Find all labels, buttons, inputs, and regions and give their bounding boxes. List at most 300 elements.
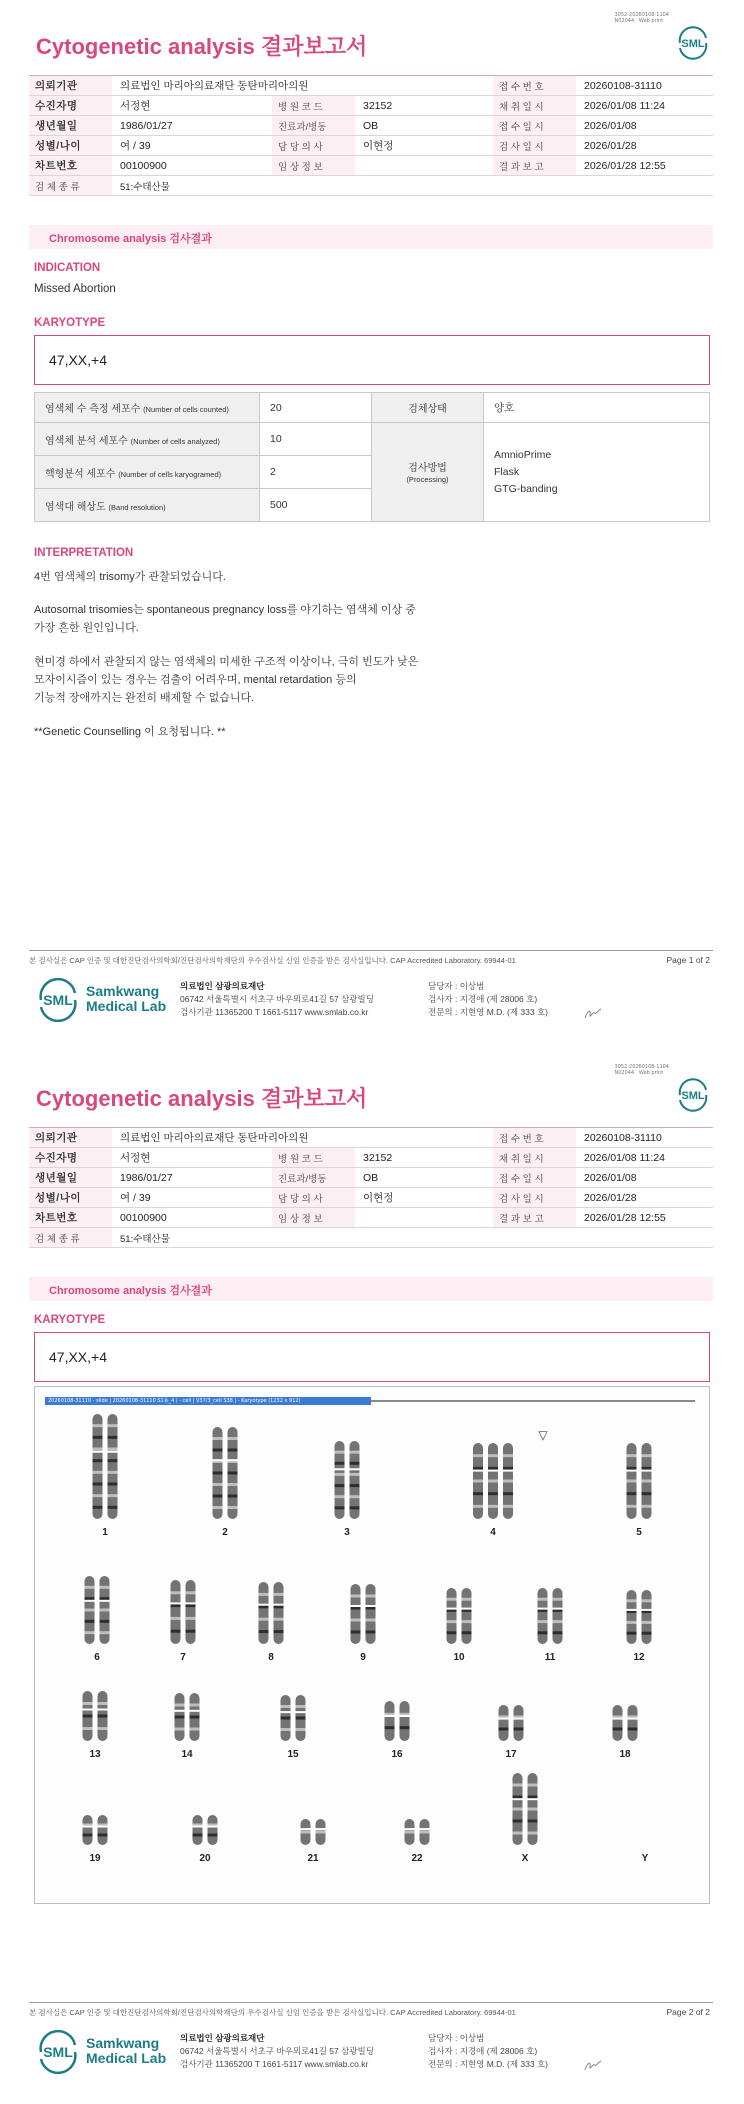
- chromosome-band: [627, 1632, 637, 1635]
- chromosome-band: [98, 1715, 108, 1718]
- chromosome-band: [175, 1716, 185, 1719]
- foundation-name: 의료법인 삼광의료재단: [180, 981, 265, 991]
- centromere: [208, 1826, 218, 1828]
- chromosome-band: [642, 1632, 652, 1635]
- chromosome-band: [351, 1631, 361, 1634]
- footer-divider: [29, 950, 713, 951]
- report-time-value: 2026/01/28 12:55: [576, 1208, 713, 1228]
- collection-time-label: 채 취 일 시: [493, 96, 576, 116]
- chart-no-label: 차트번호: [29, 156, 112, 176]
- chromosome-band: [350, 1451, 360, 1454]
- chromosome-band: [190, 1716, 200, 1719]
- samkwang-logo-icon: [36, 978, 80, 1022]
- karyotype-box: [34, 1332, 710, 1382]
- centromere: [627, 1470, 637, 1472]
- chromosome: [93, 1414, 103, 1519]
- chromosome: [98, 1815, 108, 1845]
- method-label: 검사방법 (Processing): [372, 423, 484, 522]
- patient-info-table: [29, 75, 713, 196]
- chromosome-band: [513, 1808, 523, 1811]
- chromosome-label: 4: [490, 1527, 496, 1538]
- chromosome-band: [335, 1462, 345, 1465]
- chromosome: [366, 1584, 376, 1644]
- dept-value: OB: [355, 1168, 493, 1188]
- chromosome-band: [473, 1467, 483, 1470]
- report-label: 결 과 보 고: [493, 1208, 576, 1228]
- chromosome-band: [100, 1620, 110, 1623]
- method-item: AmnioPrime: [494, 448, 552, 461]
- chromosome: [627, 1590, 637, 1644]
- chromosome-band: [513, 1832, 523, 1835]
- samkwang-logo-text: [86, 984, 166, 1014]
- centromere: [93, 1451, 103, 1453]
- chromosome-band: [503, 1505, 513, 1508]
- institution-value: 의료법인 마리아의료재단 동탄마리아의원: [112, 76, 493, 96]
- chromosome-band: [213, 1449, 223, 1452]
- chromosome: [108, 1414, 118, 1519]
- chromosome-result-heading: Chromosome analysis 검사결과: [49, 233, 212, 245]
- svg-text:SML: SML: [43, 2044, 73, 2060]
- chromosome-band: [281, 1705, 291, 1708]
- chromosome-band: [528, 1832, 538, 1835]
- chromosome-band: [627, 1454, 637, 1457]
- centromere: [335, 1468, 345, 1470]
- chromosome-band: [171, 1604, 181, 1607]
- svg-text:SML: SML: [681, 38, 705, 50]
- specimen-status-label: 검체상태: [372, 393, 484, 423]
- chromosome-band: [274, 1630, 284, 1633]
- chromosome-band: [301, 1831, 311, 1834]
- centromere: [366, 1605, 376, 1607]
- chromosome-band: [108, 1436, 118, 1439]
- chromosome-band: [316, 1831, 326, 1834]
- centromere: [613, 1718, 623, 1720]
- reception-no-value: 20260108-31110: [576, 1128, 713, 1148]
- chromosome-band: [228, 1483, 238, 1486]
- centromere: [259, 1604, 269, 1606]
- webprint-label: Web print: [638, 1070, 664, 1076]
- cells-karyogramed-label: 핵형분석 세포수 (Number of cells karyogramed): [35, 456, 260, 489]
- interpretation-line: Autosomal trisomies는 spontaneous pregnancy loss를 야기하는 염색체 이상 중: [34, 604, 416, 616]
- chromosome-band: [228, 1506, 238, 1509]
- chromosome-band: [350, 1473, 360, 1476]
- lab-contact: 검사기관 11365200 T 1661-5117 www.smlab.co.kr: [180, 1007, 369, 1017]
- chromosome-band: [642, 1505, 652, 1508]
- clinical-info-value: [355, 1208, 493, 1228]
- chromosome-label: 2: [222, 1527, 228, 1538]
- chromosome-pair-14: [175, 1693, 200, 1760]
- barcode-meta: [614, 12, 669, 24]
- chromosome-band: [171, 1617, 181, 1620]
- clinical-info-label: 임 상 정 보: [272, 156, 355, 176]
- chromosome: [628, 1705, 638, 1741]
- chromosome-band: [447, 1631, 457, 1634]
- chromosome: [447, 1588, 457, 1644]
- footer-divider: [29, 2002, 713, 2003]
- signature-icon: [583, 1007, 603, 1021]
- cells-counted-label: 염색체 수 측정 세포수 (Number of cells counted): [35, 393, 260, 423]
- chromosome-band: [100, 1609, 110, 1612]
- centromere: [447, 1608, 457, 1610]
- sex-age-value: 여 / 39: [112, 136, 272, 156]
- chromosome-pair-10: [447, 1588, 472, 1663]
- chromosome-band: [93, 1448, 103, 1451]
- chromosome-band: [528, 1784, 538, 1787]
- lab-address-block: [180, 980, 374, 1019]
- chromosome-label: 20: [199, 1853, 211, 1864]
- sml-logo-icon: [676, 1078, 710, 1112]
- report-title: Cytogenetic analysis 결과보고서: [36, 1086, 368, 1111]
- staff-tester: 검사자 : 지경애 (제 28006 호): [428, 994, 538, 1004]
- lab-name-line: Samkwang: [86, 983, 160, 999]
- barcode-meta-line: 3052-20260108-1104: [614, 12, 669, 18]
- chromosome-band: [186, 1617, 196, 1620]
- chromosome-band: [281, 1728, 291, 1731]
- chromosome-pair-8: [259, 1582, 284, 1663]
- reception-no-value: 20260108-31110: [576, 76, 713, 96]
- centromere: [642, 1609, 652, 1611]
- chromosome-band: [281, 1717, 291, 1720]
- chromosome-band: [528, 1796, 538, 1799]
- dept-label: 진료과/병동: [272, 1168, 355, 1188]
- doctor-value: 이현정: [355, 136, 493, 156]
- trisomy-arrow-icon: ▽: [538, 1428, 548, 1442]
- lab-address-block: [180, 2032, 374, 2071]
- chromosome-band: [538, 1631, 548, 1634]
- chromosome-band: [186, 1630, 196, 1633]
- centromere: [385, 1715, 395, 1717]
- chromosome-band: [473, 1454, 483, 1457]
- centromere: [213, 1459, 223, 1461]
- centromere: [538, 1608, 548, 1610]
- chromosome-band: [462, 1620, 472, 1623]
- chromosome-band: [213, 1483, 223, 1486]
- birth-value: 1986/01/27: [112, 1168, 272, 1188]
- cell-count-table: [34, 392, 710, 522]
- doctor-label: 담 당 의 사: [272, 1188, 355, 1208]
- centromere: [351, 1605, 361, 1607]
- chromosome-band: [175, 1728, 185, 1731]
- chromosome-band: [175, 1704, 185, 1707]
- chart-no-value: 00100900: [112, 1208, 272, 1228]
- karyotype-value: 47,XX,+4: [49, 352, 107, 368]
- chromosome-band: [628, 1728, 638, 1731]
- examinee-label: 수진자명: [29, 1148, 112, 1168]
- chromosome-band: [462, 1631, 472, 1634]
- chromosome-band: [420, 1831, 430, 1834]
- chromosome-band: [98, 1702, 108, 1705]
- chromosome-band: [627, 1505, 637, 1508]
- chromosome: [385, 1701, 395, 1741]
- method-item: Flask: [494, 465, 520, 478]
- chromosome-band: [85, 1586, 95, 1589]
- chromosome-band: [171, 1630, 181, 1633]
- chromosome-band: [350, 1462, 360, 1465]
- chromosome-pair-9: [351, 1584, 376, 1663]
- chromosome-band: [93, 1436, 103, 1439]
- cells-counted-value: 20: [260, 393, 372, 423]
- karyogram-chromosomes: [35, 1387, 711, 1905]
- collection-time-value: 2026/01/08 11:24: [576, 1148, 713, 1168]
- chromosome: [462, 1588, 472, 1644]
- chromosome-label: 12: [633, 1652, 645, 1663]
- samkwang-logo-icon: [36, 2030, 80, 2074]
- centromere: [274, 1604, 284, 1606]
- chromosome-label: 10: [453, 1652, 465, 1663]
- chromosome-band: [538, 1598, 548, 1601]
- chromosome-band: [193, 1834, 203, 1837]
- chromosome-band: [274, 1593, 284, 1596]
- chromosome: [259, 1582, 269, 1644]
- chromosome-band: [513, 1820, 523, 1823]
- chromosome: [193, 1815, 203, 1845]
- staff-manager: 담당자 : 이상범: [428, 981, 485, 991]
- interpretation-line: 현미경 하에서 관찰되지 않는 염색체의 미세한 구조적 이상이나, 극히 빈도가 낮은: [34, 656, 419, 668]
- centromere: [514, 1718, 524, 1720]
- chromosome-pair-16: [385, 1701, 410, 1760]
- centromere: [316, 1828, 326, 1830]
- chromosome: [274, 1582, 284, 1644]
- page-number: Page 2 of 2: [666, 2007, 710, 2017]
- chromosome-band: [100, 1631, 110, 1634]
- chromosome-result-heading: Chromosome analysis 검사결과: [49, 1285, 212, 1297]
- chromosome-pair-19: [83, 1815, 108, 1864]
- webprint-label: Web print: [638, 18, 664, 24]
- chromosome: [400, 1701, 410, 1741]
- svg-text:SML: SML: [43, 992, 73, 1008]
- institution-value: 의료법인 마리아의료재단 동탄마리아의원: [112, 1128, 493, 1148]
- specimen-label: 검 체 종 류: [29, 176, 112, 196]
- chromosome-band: [213, 1506, 223, 1509]
- chromosome-pair-Y: [642, 1853, 649, 1864]
- clinical-info-value: [355, 156, 493, 176]
- chromosome-label: 8: [268, 1652, 274, 1663]
- chromosome-pair-3: [335, 1441, 360, 1538]
- centromere: [462, 1608, 472, 1610]
- chromosome-band: [85, 1620, 95, 1623]
- chromosome-band: [350, 1506, 360, 1509]
- samkwang-logo-text: [86, 2036, 166, 2066]
- chromosome-band: [488, 1505, 498, 1508]
- chromosome-band: [228, 1437, 238, 1440]
- sex-age-value: 여 / 39: [112, 1188, 272, 1208]
- chromosome-band: [213, 1437, 223, 1440]
- chromosome-band: [503, 1480, 513, 1483]
- staff-tester: 검사자 : 지경애 (제 28006 호): [428, 2046, 538, 2056]
- signature-icon: [583, 2059, 603, 2073]
- cells-analyzed-label: 염색체 분석 세포수 (Number of cells analyzed): [35, 423, 260, 456]
- doctor-label: 담 당 의 사: [272, 136, 355, 156]
- report-title: Cytogenetic analysis 결과보고서: [36, 34, 368, 59]
- chromosome-band: [259, 1618, 269, 1621]
- chromosome-band: [108, 1448, 118, 1451]
- interpretation-heading: INTERPRETATION: [34, 547, 134, 559]
- interpretation-line: 기능적 장애까지는 완전히 배제할 수 없습니다.: [34, 692, 255, 704]
- centromere: [83, 1826, 93, 1828]
- lab-address: 06742 서울특별시 서초구 바우뫼로41길 57 삼광빌딩: [180, 2046, 374, 2056]
- chromosome-pair-X: [513, 1773, 538, 1864]
- chromosome-label: 1: [102, 1527, 108, 1538]
- chromosome-band: [488, 1454, 498, 1457]
- reception-date-label: 접 수 일 시: [493, 1168, 576, 1188]
- chromosome-band: [335, 1495, 345, 1498]
- clinical-info-label: 임 상 정 보: [272, 1208, 355, 1228]
- barcode-meta-code: N02044: [614, 18, 635, 24]
- chromosome-pair-12: [627, 1590, 652, 1663]
- chromosome-band: [627, 1480, 637, 1483]
- chromosome-band: [553, 1620, 563, 1623]
- patient-info-table: [29, 1127, 713, 1248]
- birth-label: 생년월일: [29, 116, 112, 136]
- chromosome-band: [613, 1728, 623, 1731]
- dept-label: 진료과/병동: [272, 116, 355, 136]
- chromosome-label: 14: [181, 1749, 193, 1760]
- chromosome-band: [186, 1591, 196, 1594]
- barcode-meta-line: 3052-20260108-1104: [614, 1064, 669, 1070]
- indication-value: Missed Abortion: [34, 283, 116, 295]
- chromosome-band: [473, 1505, 483, 1508]
- reception-date-value: 2026/01/08: [576, 1168, 713, 1188]
- chromosome-pair-4: [473, 1443, 513, 1538]
- chromosome-band: [400, 1726, 410, 1729]
- chromosome-band: [228, 1472, 238, 1475]
- chromosome-band: [296, 1705, 306, 1708]
- chromosome-label: 22: [411, 1853, 423, 1864]
- interpretation-line: 가장 흔한 원인입니다.: [34, 622, 139, 634]
- chromosome-band: [405, 1831, 415, 1834]
- chromosome-band: [627, 1621, 637, 1624]
- chromosome-band: [503, 1467, 513, 1470]
- centromere: [350, 1468, 360, 1470]
- chromosome-band: [503, 1492, 513, 1495]
- chromosome-band: [186, 1604, 196, 1607]
- chromosome-band: [642, 1599, 652, 1602]
- centromere: [405, 1828, 415, 1830]
- chromosome-band: [528, 1820, 538, 1823]
- chromosome-band: [108, 1494, 118, 1497]
- chromosome-pair-18: [613, 1705, 638, 1760]
- birth-label: 생년월일: [29, 1168, 112, 1188]
- chromosome-band: [274, 1618, 284, 1621]
- examinee-label: 수진자명: [29, 96, 112, 116]
- sml-logo-icon: [676, 26, 710, 60]
- chromosome-band: [488, 1467, 498, 1470]
- specimen-value: 51:수태산물: [112, 1228, 713, 1248]
- chromosome-label: 16: [391, 1749, 403, 1760]
- chromosome-band: [85, 1631, 95, 1634]
- lab-name-line: Medical Lab: [86, 998, 167, 1014]
- chromosome-band: [447, 1620, 457, 1623]
- chromosome-band: [366, 1631, 376, 1634]
- chromosome-band: [213, 1495, 223, 1498]
- report-label: 결 과 보 고: [493, 156, 576, 176]
- chromosome: [514, 1705, 524, 1741]
- chromosome-band: [83, 1727, 93, 1730]
- institution-label: 의뢰기관: [29, 1128, 112, 1148]
- reception-date-label: 접 수 일 시: [493, 116, 576, 136]
- chromosome-band: [190, 1704, 200, 1707]
- chromosome-label: 9: [360, 1652, 366, 1663]
- chromosome-band: [208, 1834, 218, 1837]
- foundation-name: 의료법인 삼광의료재단: [180, 2033, 265, 2043]
- chromosome-pair-13: [83, 1691, 108, 1760]
- sex-age-label: 성별/나이: [29, 136, 112, 156]
- footer-accreditation-note: 본 검사실은 CAP 인증 및 대한진단검사의학회/진단검사의학재단의 우수검사실 신임 인증을 받은 검사실입니다. CAP Accredited Laboratory. 69944-01: [29, 2008, 516, 2017]
- centromere: [627, 1609, 637, 1611]
- chromosome-label: 6: [94, 1652, 100, 1663]
- chromosome: [171, 1580, 181, 1644]
- footer-accreditation-note: 본 검사실은 CAP 인증 및 대한진단검사의학회/진단검사의학재단의 우수검사실 신임 인증을 받은 검사실입니다. CAP Accredited Laboratory. 69944-01: [29, 956, 516, 965]
- cells-karyogramed-value: 2: [260, 456, 372, 489]
- centromere: [85, 1600, 95, 1602]
- chromosome-band: [488, 1492, 498, 1495]
- chromosome-pair-11: [538, 1588, 563, 1663]
- staff-specialist: 전문의 : 지현영 M.D. (제 333 호): [428, 2059, 549, 2069]
- chromosome-label: X: [521, 1853, 529, 1864]
- institution-label: 의뢰기관: [29, 76, 112, 96]
- chromosome: [208, 1815, 218, 1845]
- centromere: [301, 1828, 311, 1830]
- chromosome-label: 19: [89, 1853, 101, 1864]
- chromosome-pair-22: [405, 1819, 430, 1864]
- chromosome: [499, 1705, 509, 1741]
- chromosome-band: [499, 1728, 509, 1731]
- chromosome-band: [100, 1597, 110, 1600]
- chromosome-band: [259, 1605, 269, 1608]
- chromosome-pair-5: [627, 1443, 652, 1538]
- chart-no-value: 00100900: [112, 156, 272, 176]
- barcode-meta-code: N02044: [614, 1070, 635, 1076]
- chromosome-band: [366, 1595, 376, 1598]
- reception-date-value: 2026/01/08: [576, 116, 713, 136]
- reception-no-label: 접 수 번 호: [493, 76, 576, 96]
- chromosome-band: [514, 1728, 524, 1731]
- chromosome: [538, 1588, 548, 1644]
- examinee-value: 서정현: [112, 1148, 272, 1168]
- karyotype-value: 47,XX,+4: [49, 1349, 107, 1365]
- staff-block: [428, 2032, 548, 2071]
- interpretation-line: 모자이시즘이 있는 경우는 검출이 어려우며, mental retardation 등의: [34, 674, 357, 686]
- chromosome-band: [351, 1619, 361, 1622]
- centromere: [553, 1608, 563, 1610]
- karyotype-heading: KARYOTYPE: [34, 1314, 106, 1326]
- doctor-value: 이현정: [355, 1188, 493, 1208]
- centromere: [98, 1709, 108, 1711]
- chromosome-band: [296, 1728, 306, 1731]
- chromosome-band: [228, 1449, 238, 1452]
- chromosome-pair-1: [93, 1414, 118, 1538]
- band-resolution-label: 염색대 해상도 (Band resolution): [35, 489, 260, 522]
- chromosome: [351, 1584, 361, 1644]
- test-date-label: 검 사 일 시: [493, 1188, 576, 1208]
- centromere: [228, 1459, 238, 1461]
- chromosome-band: [553, 1631, 563, 1634]
- hospital-code-label: 병 원 코 드: [272, 96, 355, 116]
- chromosome-pair-15: [281, 1695, 306, 1760]
- collection-time-label: 채 취 일 시: [493, 1148, 576, 1168]
- chromosome-label: 5: [636, 1527, 642, 1538]
- chromosome-band: [85, 1609, 95, 1612]
- staff-specialist: 전문의 : 지현영 M.D. (제 333 호): [428, 1007, 549, 1017]
- centromere: [420, 1828, 430, 1830]
- hospital-code-label: 병 원 코 드: [272, 1148, 355, 1168]
- chromosome-band: [108, 1471, 118, 1474]
- chromosome-band: [642, 1454, 652, 1457]
- lab-address: 06742 서울특별시 서초구 바우뫼로41길 57 삼광빌딩: [180, 994, 374, 1004]
- chromosome-band: [98, 1727, 108, 1730]
- specimen-status-value: 양호: [484, 393, 710, 423]
- chromosome-pair-17: [499, 1705, 524, 1760]
